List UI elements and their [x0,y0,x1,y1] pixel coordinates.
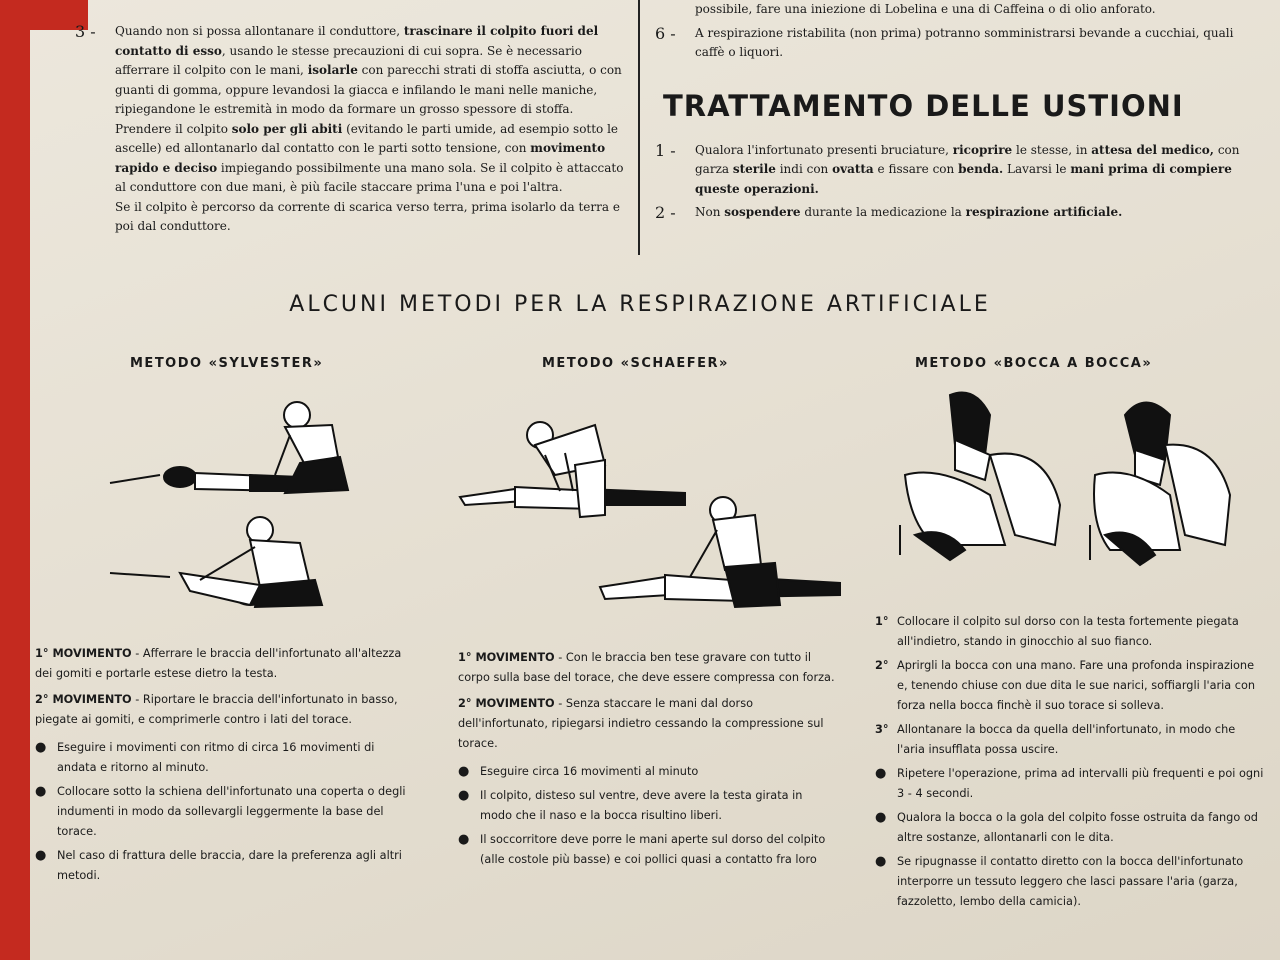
bullet-icon: ● [458,788,470,803]
item-3 [75,22,625,237]
sylvester-movement-1: 1° MOVIMENTO - Afferrare le braccia dell'infortunato all'altezza dei gomiti e portarle estese dietro la testa. [35,647,402,680]
item-6-text: A respirazione ristabilita (non prima) potranno somministrarsi bevande a cucchiai, quali caffè o liquori. [695,25,1234,59]
bocca-step-2: 2° Aprirgli la bocca con una mano. Fare una profonda inspirazione e, tenendo chiuse con due dita le sue narici, soffiargli l'aria con forza nella bocca finchè il suo torace si solleva. [875,659,1256,712]
bullet-icon: ● [35,848,47,863]
item-6 [655,24,1245,63]
bocca-instructions [875,612,1265,916]
schaefer-instructions [458,648,838,874]
schaefer-movement-1: 1° MOVIMENTO - Con le braccia ben tese gravare con tutto il corpo sulla base del torace, che deve essere compressa con forza. [458,651,835,684]
bullet-icon: ● [35,740,47,755]
schaefer-bullet-2: ● Il colpito, disteso sul ventre, deve avere la testa girata in modo che il naso e la bocca risultino liberi. [458,786,838,826]
item-3-text: Quando non si possa allontanare il conduttore, trascinare il colpito fuori del contatto di esso, usando le stesse precauzioni di cui sopra. Se è necessario afferrare il colpito con le mani, isolarle con parecchi strati di stoffa asciutta, o con guanti di gomma, oppure levandosi la giacca e infilando le mani nelle maniche, ripiegandone le estremità in modo da formare un grosso spessore di stoffa. Prendere il colpito solo per gli abiti (evitando le parti umide, ad esempio sotto le ascelle) ed allontanarlo dal contatto con le parti sotto tensione, con movimento rapido e deciso impiegando possibilmente una mano sola. Se il colpito è attaccato al conduttore con due mani, è più facile staccare prima l'una e poi l'altra. Se il colpito è percorso da corrente di scarica verso terra, prima isolarlo da terra e poi dal conduttore. [115,24,624,233]
left-column [75,22,625,237]
item-6-number: 6 - [655,23,676,43]
burns-item-1-text: Qualora l'infortunato presenti bruciature, ricoprire le stesse, in attesa del medico, con garza sterile indi con ovatta e fissare con benda. Lavarsi le mani prima di compiere queste operazioni. [695,142,1240,196]
bocca-bullet-2: ● Qualora la bocca o la gola del colpito fosse ostruita da fango od altre sostanze, allontanarli con le dita. [875,808,1265,848]
bullet-icon: ● [458,764,470,779]
schaefer-movement-2: 2° MOVIMENTO - Senza staccare le mani dal dorso dell'infortunato, ripiegarsi indietro cessando la compressione sul torace. [458,697,824,750]
sylvester-movement-2: 2° MOVIMENTO - Riportare le braccia dell'infortunato in basso, piegate ai gomiti, e comprimerle contro i lati del torace. [35,693,398,726]
bocca-step-1: 1° Collocare il colpito sul dorso con la testa fortemente piegata all'indietro, stando in ginocchio al suo fianco. [875,615,1239,648]
red-border-left [0,0,30,960]
schaefer-bullet-3: ● Il soccorritore deve porre le mani aperte sul dorso del colpito (alle costole più basse) e coi pollici quasi a contatto fra loro [458,830,838,870]
item-5-continuation: possibile, fare una iniezione di Lobelina e una di Caffeina o di olio anforato. [695,2,1156,16]
bocca-title: METODO «BOCCA A BOCCA» [915,356,1153,371]
section-title: ALCUNI METODI PER LA RESPIRAZIONE ARTIFICIALE [289,292,991,317]
bullet-icon: ● [35,784,47,799]
schaefer-illustration [455,405,845,625]
sylvester-title: METODO «SYLVESTER» [130,356,324,371]
schaefer-title: METODO «SCHAEFER» [542,356,729,371]
bocca-illustration [895,385,1245,615]
burns-item-2 [655,203,1245,223]
item-3-ground-note: Se il colpito è percorso da corrente di scarica verso terra, prima isolarlo da terra e poi dal conduttore. [115,199,620,233]
burns-item-2-number: 2 - [655,203,676,222]
sylvester-bullet-1: ● Eseguire i movimenti con ritmo di circa 16 movimenti di andata e ritorno al minuto. [35,738,415,778]
bocca-bullet-3: ● Se ripugnasse il contatto diretto con la bocca dell'infortunato interporre un tessuto leggero che lasci passare l'aria (garza, fazzoletto, lembo della camicia). [875,852,1265,912]
bullet-icon: ● [875,766,887,781]
item-3-number: 3 - [75,22,96,41]
sylvester-bullet-3: ● Nel caso di frattura delle braccia, dare la preferenza agli altri metodi. [35,846,415,886]
bocca-step-3: 3° Allontanare la bocca da quella dell'infortunato, in modo che l'aria insufflata possa uscire. [875,723,1236,756]
burns-item-2-text: Non sospendere durante la medicazione la respirazione artificiale. [695,205,1123,219]
sylvester-instructions [35,644,415,890]
burns-item-1-number: 1 - [655,140,676,160]
sylvester-illustration [100,395,400,625]
bocca-bullet-1: ● Ripetere l'operazione, prima ad intervalli più frequenti e poi ogni 3 - 4 secondi. [875,764,1265,804]
schaefer-bullet-1: ● Eseguire circa 16 movimenti al minuto [458,762,838,782]
burns-title: TRATTAMENTO DELLE USTIONI [663,88,1184,123]
burns-item-1 [655,141,1245,200]
right-column [655,0,1245,223]
bullet-icon: ● [875,854,887,869]
sylvester-bullet-2: ● Collocare sotto la schiena dell'infortunato una coperta o degli indumenti in modo da sollevargli leggermente la base del torace. [35,782,415,842]
bullet-icon: ● [875,810,887,825]
column-divider [638,0,640,255]
bullet-icon: ● [458,832,470,847]
